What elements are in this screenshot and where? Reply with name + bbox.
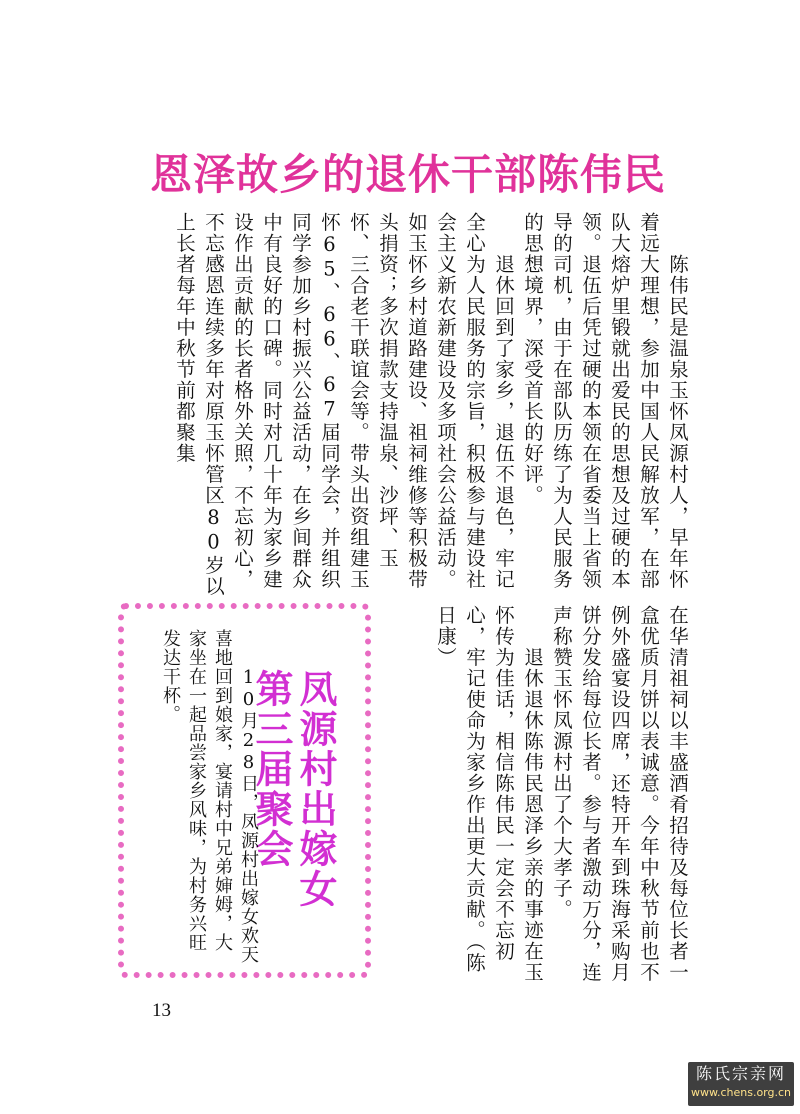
notice-box bbox=[118, 603, 371, 978]
paragraph: 在华清祖祠以丰盛酒肴招待及每位长者一盒优质月饼以表诚意。今年中秋节前也不例外盛宴设四席，还特开车到珠海采购月饼分发给每位长者。参与者激动万分，连声称赞玉怀凤源村出了个大孝子。 bbox=[550, 605, 689, 983]
paragraph: 退休回到了家乡，退伍不退色，牢记全心为人民服务的宗旨，积极参与建设社会主义新农新建设及多项社会公益活动。如玉怀乡村道路建设、祖祠维修等积极带头捐资；多次捐款支持温泉、沙坪、玉怀、三合老干联谊会等。带头出资组建玉怀65、66、67届同学会，并组织同学参加乡村振兴公益活动，在乡间群众中有良好的口碑。同时对几十年为家乡建设作出贡献的长者格外关照，不忘初心，不忘感恩连续多年对原玉怀管区80岁以上长者每年中秋节前都聚集 bbox=[173, 212, 515, 597]
article-body-top bbox=[107, 212, 692, 597]
notice-body: 10月28日，凤源村出嫁女欢天喜地回到娘家，宴请村中兄弟婶姆，大家坐在一起品尝家乡风味，为村务兴旺发达干杯。 bbox=[160, 629, 259, 964]
watermark-logo bbox=[688, 1062, 794, 1106]
watermark-name: 陈氏宗亲网 bbox=[695, 1064, 786, 1083]
watermark-url: www.chens.org.cn bbox=[690, 1086, 792, 1099]
paragraph: 陈伟民是温泉玉怀凤源村人，早年怀着远大理想，参加中国人民解放军，在部队大熔炉里锻就出爱民的思想及过硬的本领。退伍后凭过硬的本领在省委当上省领导的司机，由于在部队历练了为人民服务的思想境界，深受首长的好评。 bbox=[521, 212, 689, 590]
notice-title: 凤源村出嫁女第三届聚会 bbox=[249, 669, 338, 909]
article-body-bottom bbox=[422, 605, 692, 990]
page-number: 13 bbox=[152, 1000, 171, 1021]
paragraph: 退休退休陈伟民恩泽乡亲的事迹在玉怀传为佳话，相信陈伟民一定会不忘初心，牢记使命为家乡作出更大贡献。（陈日康） bbox=[434, 605, 544, 983]
article-title: 恩泽故乡的退休干部陈伟民 bbox=[150, 150, 667, 199]
